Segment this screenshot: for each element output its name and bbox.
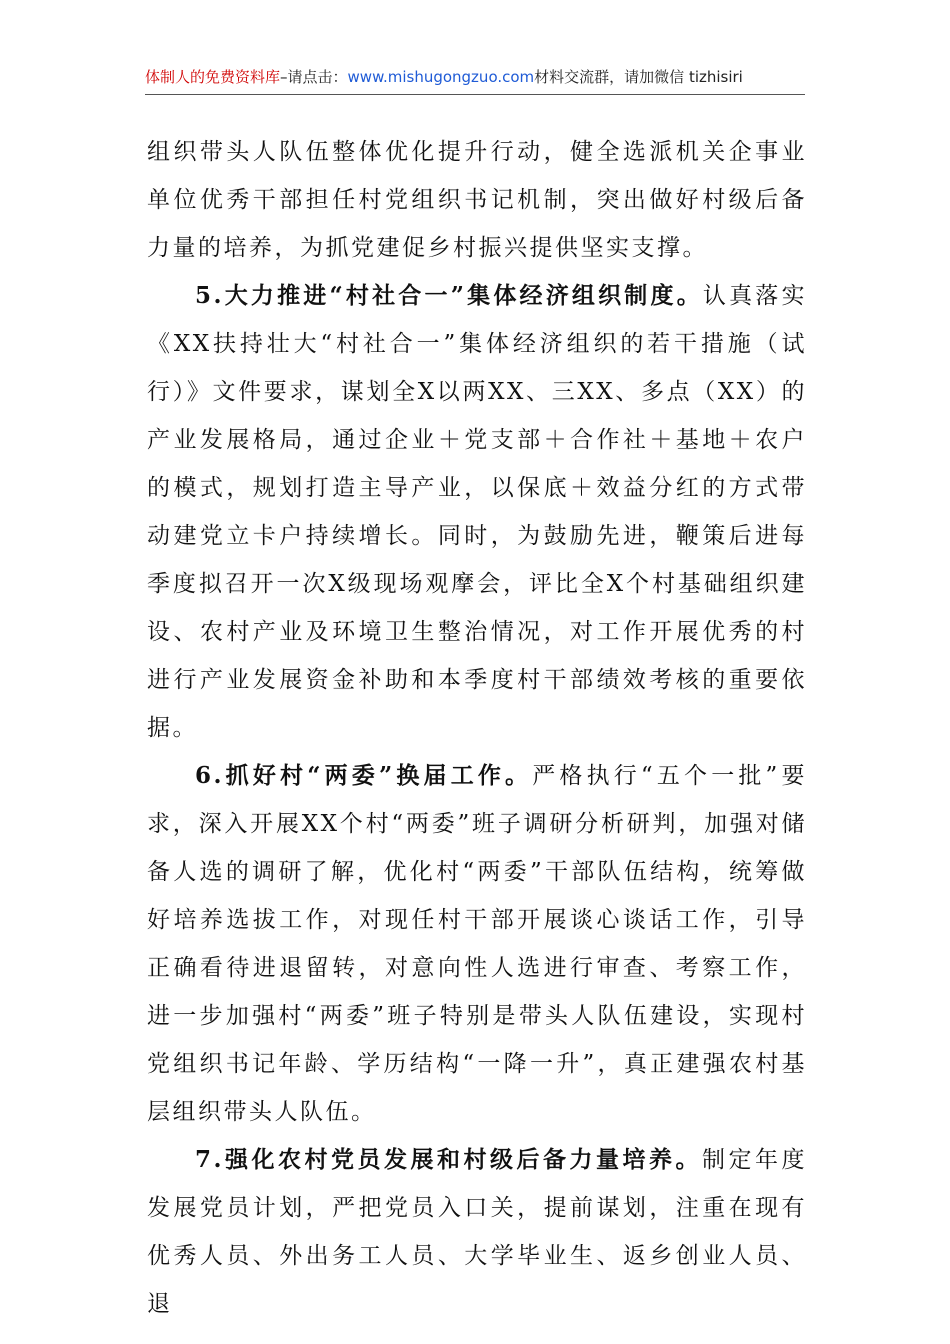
document-body [147, 128, 807, 1328]
section-heading: 7.强化农村党员发展和村级后备力量培养。 [195, 1146, 702, 1173]
section-heading: 5.大力推进“村社合一”集体经济组织制度。 [195, 282, 703, 309]
paragraph-5 [147, 272, 807, 752]
header-url-link[interactable]: www.mishugongzuo.com [347, 68, 535, 86]
paragraph-text: 认真落实《XX扶持壮大“村社合一”集体经济组织的若干措施（试行）》文件要求，谋划全X以两XX、三XX、多点（XX）的产业发展格局，通过企业＋党支部＋合作社＋基地＋农户的模式，规划打造主导产业，以保底＋效益分红的方式带动建党立卡户持续增长。同时，为鼓励先进，鞭策后进每季度拟召开一次X级现场观摩会，评比全X个村基础组织建设、农村产业及环境卫生整治情况，对工作开展优秀的村进行产业发展资金补助和本季度村干部绩效考核的重要依据。 [147, 283, 807, 741]
page-header [145, 66, 805, 94]
header-contact-text: 材料交流群，请加微信 tizhisiri [534, 68, 743, 86]
header-brand-link[interactable]: 体制人的免费资料库 [145, 68, 281, 86]
paragraph-7 [147, 1136, 807, 1328]
paragraph-text: 制定年度发展党员计划，严把党员入口关，提前谋划，注重在现有优秀人员、外出务工人员、大学毕业生、返乡创业人员、退 [147, 1147, 807, 1317]
paragraph-text: 严格执行“五个一批”要求，深入开展XX个村“两委”班子调研分析研判，加强对储备人选的调研了解，优化村“两委”干部队伍结构，统筹做好培养选拔工作，对现任村干部开展谈心谈话工作，引导正确看待进退留转，对意向性人选进行审查、考察工作，进一步加强村“两委”班子特别是带头人队伍建设，实现村党组织书记年龄、学历结构“一降一升”，真正建强农村基层组织带头人队伍。 [147, 763, 807, 1125]
paragraph-1 [147, 128, 807, 272]
header-divider [145, 94, 805, 95]
paragraph-text: 组织带头人队伍整体优化提升行动，健全选派机关企事业单位优秀干部担任村党组织书记机制，突出做好村级后备力量的培养，为抓党建促乡村振兴提供坚实支撑。 [147, 139, 807, 261]
header-prompt: –请点击： [280, 68, 348, 86]
paragraph-6 [147, 752, 807, 1136]
section-heading: 6.抓好村“两委”换届工作。 [195, 762, 533, 789]
